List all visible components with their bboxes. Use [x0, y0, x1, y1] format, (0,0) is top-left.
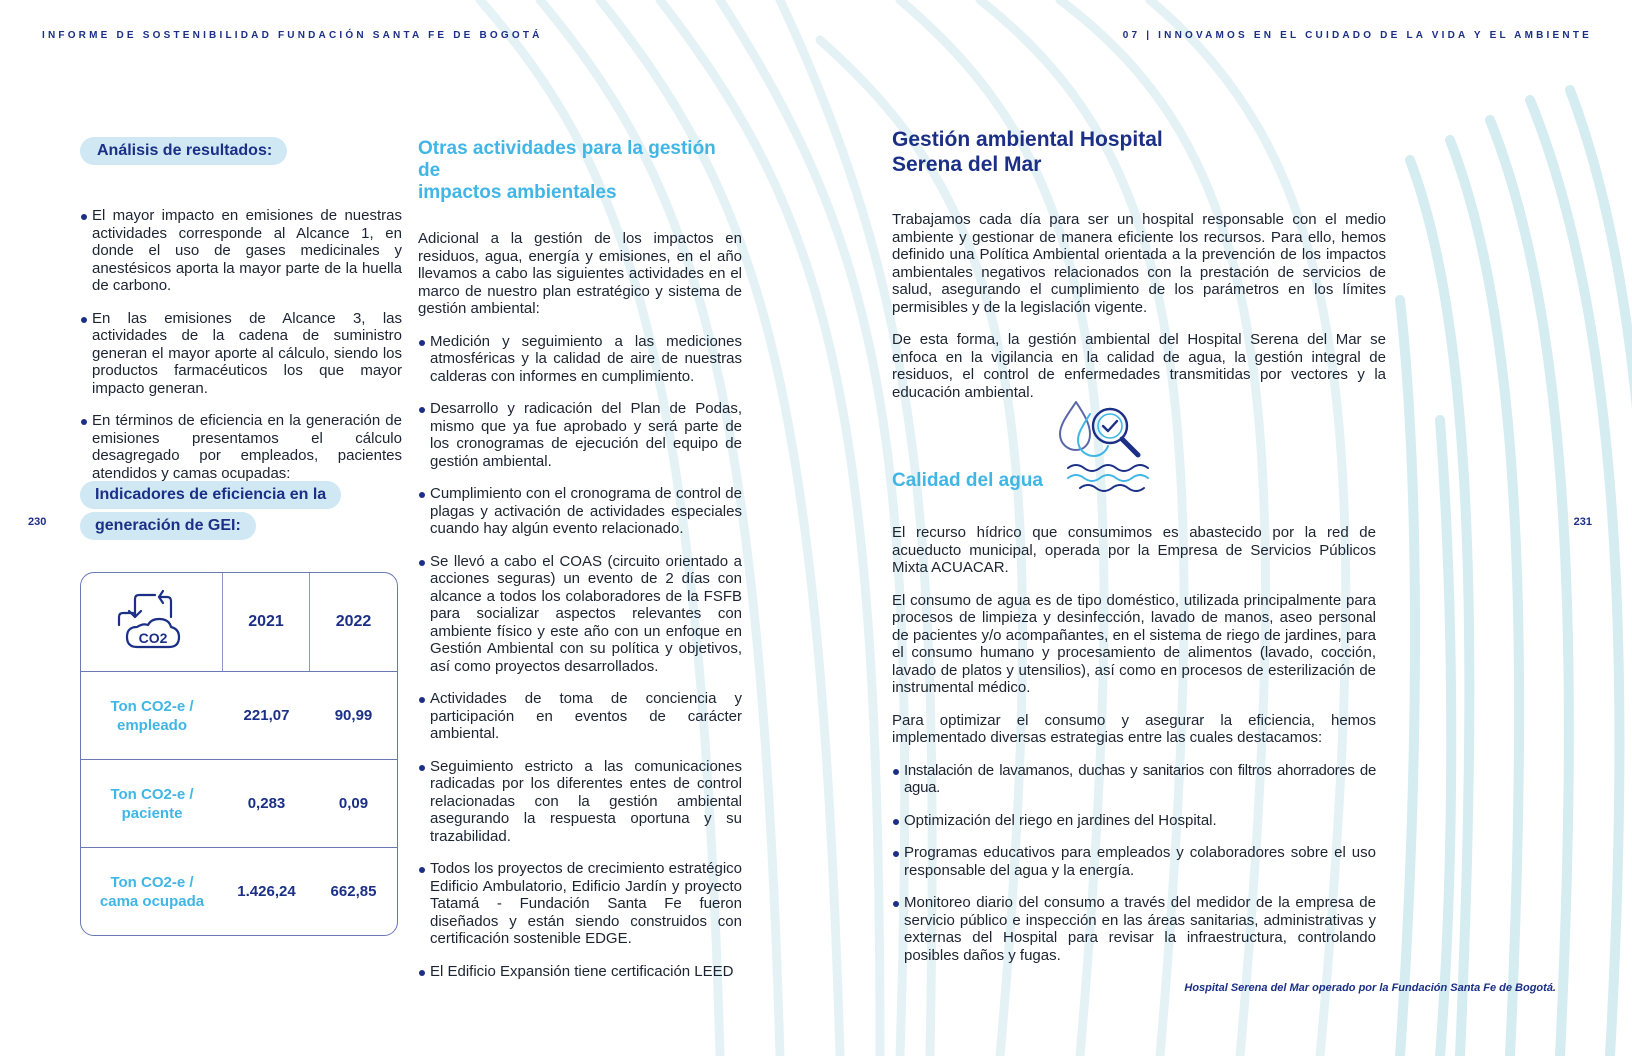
indicators-pill-2 [80, 512, 256, 540]
activity-bullet: Cumplimiento con el cronograma de control de plagas y activación de actividades especiales cuando hay algún evento relacionado. [418, 485, 742, 538]
activity-bullet: El Edificio Expansión tiene certificación LEED [418, 963, 742, 981]
analysis-bullet: En términos de eficiencia en la generación de emisiones presentamos el cálculo desagregado por empleados, pacientes atendidos y camas ocupadas: [80, 412, 402, 482]
row-label-line2: empleado [116, 716, 188, 734]
row-label-line2: paciente [121, 804, 183, 822]
water-quality-title: Calidad del agua [892, 470, 1043, 491]
table-row [81, 760, 397, 848]
other-activities-title-line1: Otras actividades para la gestión de [418, 138, 716, 181]
value-2022: 0,09 [338, 795, 369, 812]
right-column [892, 127, 1386, 401]
year-header-2022: 2022 [335, 613, 372, 630]
ghg-efficiency-table [80, 572, 398, 936]
indicators-pill-line1: Indicadores de eficiencia en la [80, 481, 341, 509]
analysis-pill [80, 137, 287, 165]
analysis-bullets [80, 207, 402, 482]
hospital-title [892, 127, 1386, 177]
value-2022: 662,85 [330, 883, 377, 900]
water-bullet: Monitoreo diario del consumo a través del medidor de la empresa de servicio público e inspección en las áreas sanitarias, administrativas y externas del Hospital para revisar la infraestructura, controlando posibles daños y fugas. [892, 894, 1376, 964]
other-activities-title [418, 138, 742, 204]
water-drops-magnifier-icon [1054, 398, 1154, 498]
hospital-title-line2: Serena del Mar [892, 153, 1042, 176]
co2-icon-text: CO2 [138, 630, 167, 646]
table-header-row [81, 573, 397, 672]
hospital-title-line1: Gestión ambiental Hospital [892, 128, 1163, 151]
row-label [81, 760, 223, 847]
co2-recycle-icon [115, 587, 189, 657]
water-section [892, 524, 1376, 964]
table-row [81, 672, 397, 760]
water-bullet: Instalación de lavamanos, duchas y sanitarios con filtros ahorradores de agua. [892, 762, 1376, 797]
table-header-icon-cell [81, 573, 223, 671]
water-para-1: El recurso hídrico que consumimos es abastecido por la red de acueducto municipal, operada por la Empresa de Servicios Públicos Mixta ACUACAR. [892, 524, 1376, 576]
other-activities-title-line2: impactos ambientales [418, 182, 617, 203]
water-bullet: Programas educativos para empleados y colaboradores sobre el uso responsable del agua y la energía. [892, 844, 1376, 879]
water-para-2: El consumo de agua es de tipo doméstico, utilizada principalmente para procesos de limpieza y desinfección, lavado de manos, aseo personal de pacientes y/o acompañantes, en el sistema de riego de jardines, para el consumo humano y procesamiento de alimentos (lavado, cocción, lavado de platos y utensilios), así como en procesos de esterilización de instrumental médico. [892, 591, 1376, 696]
analysis-bullet: En las emisiones de Alcance 3, las actividades de la cadena de suministro generan el mayor aporte al cálculo, siendo los productos farmacéuticos los que mayor impacto generan. [80, 310, 402, 398]
activity-bullet: Se llevó a cabo el COAS (circuito orientado a acciones seguras) un evento de 2 días con alcance a todos los colaboradores de la FSFB para socializar aspectos relevantes con ambiente físico y este año con un enfoque en Gestión Ambiental con su política y objetivos, así como proyectos desarrollados. [418, 553, 742, 676]
water-para-3: Para optimizar el consumo y asegurar la eficiencia, hemos implementado diversas estrategias entre las cuales destacamos: [892, 711, 1376, 746]
running-head-right: 07 | INNOVAMOS EN EL CUIDADO DE LA VIDA Y EL AMBIENTE [1122, 30, 1592, 41]
row-label [81, 848, 223, 935]
analysis-pill-label: Análisis de resultados: [80, 137, 287, 165]
value-2021: 1.426,24 [237, 883, 296, 900]
row-label-line1: Ton CO2-e / [110, 697, 194, 715]
water-quality-heading [892, 470, 1043, 492]
hospital-para-2: De esta forma, la gestión ambiental del Hospital Serena del Mar se enfoca en la vigilancia en la calidad de agua, la gestión integral de residuos, el control de enfermedades transmitidas por vectores y la educación ambiental. [892, 331, 1386, 401]
indicators-pill-line2: generación de GEI: [80, 512, 256, 540]
row-label-line1: Ton CO2-e / [110, 785, 194, 803]
middle-column [418, 138, 742, 980]
row-label-line2: cama ocupada [99, 892, 205, 910]
page-number-left: 230 [28, 516, 47, 528]
hospital-para-1: Trabajamos cada día para ser un hospital responsable con el medio ambiente y gestionar de manera eficiente los recursos. Para ello, hemos definido una Política Ambiental orientada a la prevención de los impactos ambientales negativos relacionados con la prestación de servicios de salud, asegurando el cumplimiento de los parámetros en los límites permisibles y de la legislación vigente. [892, 211, 1386, 316]
activity-bullet: Seguimiento estricto a las comunicaciones radicadas por los diferentes entes de control relacionadas con la gestión ambiental asegurando la respuesta oportuna y su trazabilidad. [418, 758, 742, 846]
activity-bullet: Medición y seguimiento a las mediciones atmosféricas y la calidad de aire de nuestras calderas con informes en cumplimiento. [418, 333, 742, 386]
value-2021: 0,283 [247, 795, 286, 812]
value-2021: 221,07 [243, 707, 290, 724]
year-header-2021: 2021 [223, 573, 310, 671]
photo-caption: Hospital Serena del Mar operado por la Fundación Santa Fe de Bogotá. [1184, 982, 1556, 994]
other-activities-intro: Adicional a la gestión de los impactos en residuos, agua, energía y emisiones, en el año llevamos a cabo las siguientes actividades en el marco de nuestro plan estratégico y sistema de gestión ambiental: [418, 230, 742, 317]
value-2022: 90,99 [334, 707, 373, 724]
table-row [81, 848, 397, 935]
water-bullet: Optimización del riego en jardines del Hospital. [892, 812, 1376, 830]
activity-bullet: Todos los proyectos de crecimiento estratégico Edificio Ambulatorio, Edificio Jardín y proyecto Tatamá - Fundación Santa Fe fueron diseñados y están siendo construidos con certificación sostenible EDGE. [418, 860, 742, 948]
running-head-left: INFORME DE SOSTENIBILIDAD FUNDACIÓN SANTA FE DE BOGOTÁ [42, 30, 543, 41]
page-number-right: 231 [1573, 516, 1592, 528]
row-label [81, 672, 223, 759]
activity-bullet: Desarrollo y radicación del Plan de Podas, mismo que ya fue aprobado y será parte de los cronogramas de ejecución del equipo de gestión ambiental. [418, 400, 742, 470]
activity-bullet: Actividades de toma de conciencia y participación en eventos de carácter ambiental. [418, 690, 742, 743]
row-label-line1: Ton CO2-e / [110, 873, 194, 891]
indicators-pill-1 [80, 481, 341, 509]
analysis-bullet: El mayor impacto en emisiones de nuestras actividades corresponde al Alcance 1, en donde el uso de gases medicinales y anestésicos aporta la mayor parte de la huella de carbono. [80, 207, 402, 295]
